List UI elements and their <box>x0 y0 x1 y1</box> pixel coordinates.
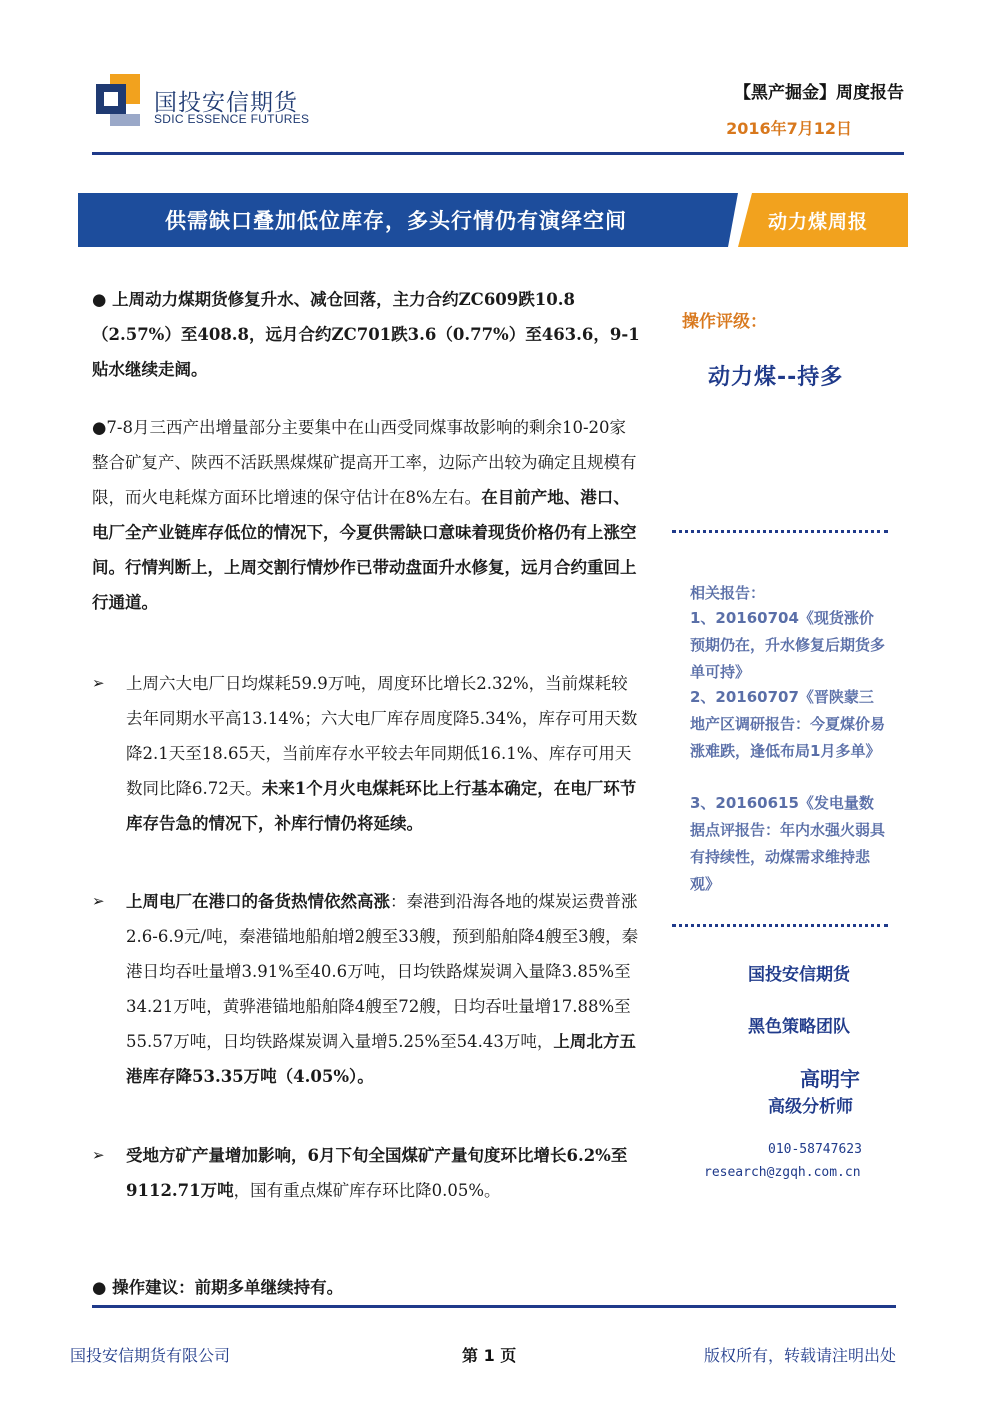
arrow-bullet-icon: ➢ <box>92 1146 105 1164</box>
list-item <box>92 884 640 1094</box>
summary-paragraph: ● 上周动力煤期货修复升水、减仓回落，主力合约ZC609跌10.8（2.57%）至408.8，远月合约ZC701跌3.6（0.77%）至463.6，9-1贴水继续走阔。 <box>92 290 640 379</box>
related-report-link[interactable]: 3、20160615《发电量数据点评报告：年内水强火弱具有持续性，动煤需求维持悲观》 <box>690 794 886 893</box>
rating-label: 操作评级： <box>682 312 767 332</box>
bullet-text: ，国有重点煤矿库存环比降0.05%。 <box>233 1181 501 1200</box>
list-item <box>92 666 640 841</box>
sidebar-company: 国投安信期货 <box>748 965 850 985</box>
analysis-paragraph <box>92 410 640 620</box>
related-reports-heading: 相关报告： <box>690 584 766 602</box>
sidebar-divider <box>672 924 888 927</box>
report-date: 2016年7月12日 <box>726 119 852 138</box>
analysis-text: ●7-8月三西产出增量部分主要集中在山西受同煤事故影响的剩余10-20家整合矿复产、陕西不活跃黑煤煤矿提高开工率，边际产出较为确定且规模有限，而火电耗煤方面环比增速的保守估计在8%左右。 <box>92 418 637 507</box>
footer-company: 国投安信期货有限公司 <box>70 1346 231 1365</box>
bullet-text: 上周六大电厂日均煤耗59.9万吨，周度环比增长2.32%，当前煤耗较去年同期水平高13.14%；六大电厂库存周度降5.34%，库存可用天数降2.1天至18.65天，当前库存水平较去年同期低16.1%、库存可用天数同比降6.72天。 <box>126 674 638 798</box>
bullet-highlight: 未来1个月火电煤耗环比上行基本确定，在电厂环节库存告急的情况下，补库行情仍将延续。 <box>126 779 637 833</box>
bullet-highlight: 受地方矿产量增加影响，6月下旬全国煤矿产量旬度环比增长6.2%至9112.71万吨 <box>126 1146 628 1200</box>
header-divider <box>92 152 904 155</box>
related-report-link[interactable]: 2、20160707《晋陕蒙三地产区调研报告：今夏煤价易涨难跌，逢低布局1月多单》 <box>690 688 886 760</box>
bullet-highlight: 上周电厂在港口的备货热情依然高涨 <box>126 892 390 911</box>
report-series-title: 【黑产掘金】周度报告 <box>734 83 904 103</box>
contact-phone: 010-58747623 <box>768 1142 862 1157</box>
analyst-name: 高明宇 <box>800 1067 860 1091</box>
footer-copyright: 版权所有，转载请注明出处 <box>704 1346 897 1365</box>
related-report-link[interactable]: 1、20160704《现货涨价预期仍在，升水修复后期货多单可持》 <box>690 609 886 681</box>
bullet-text: ：秦港到沿海各地的煤炭运费普涨2.6-6.9元/吨，秦港锚地船舶增2艘至33艘，预到船舶降4艘至3艘，秦港日均吞吐量增3.91%至40.6万吨，日均铁路煤炭调入量降3.85%至34.21万吨，黄骅港锚地船舶降4艘至72艘，日均吞吐量增17.88%至55.57万吨，日均铁路煤炭调入量增5.25%至54.43万吨， <box>126 892 639 1051</box>
contact-email[interactable]: research@zgqh.com.cn <box>704 1165 861 1180</box>
page-number: 第 1 页 <box>462 1346 517 1365</box>
bullet-highlight: 上周北方五港库存降53.35万吨（4.05%）。 <box>126 1032 636 1086</box>
sdic-logo-icon <box>96 74 140 126</box>
category-tag: 动力煤周报 <box>768 211 869 233</box>
analyst-title: 高级分析师 <box>768 1097 853 1117</box>
operation-advice: ● 操作建议：前期多单继续持有。 <box>92 1278 344 1297</box>
sidebar-team: 黑色策略团队 <box>748 1017 850 1037</box>
list-item <box>92 1138 640 1208</box>
arrow-bullet-icon: ➢ <box>92 674 105 692</box>
arrow-bullet-icon: ➢ <box>92 892 105 910</box>
rating-value: 动力煤--持多 <box>708 365 844 390</box>
analysis-highlight: 在目前产地、港口、电厂全产业链库存低位的情况下，今夏供需缺口意味着现货价格仍有上涨空间。行情判断上，上周交割行情炒作已带动盘面升水修复，远月合约重回上行通道。 <box>92 488 637 612</box>
footer-divider <box>92 1305 896 1308</box>
sidebar-divider <box>672 530 888 533</box>
logo-company-name: 国投安信期货 <box>154 90 298 116</box>
report-headline: 供需缺口叠加低位库存，多头行情仍有演绎空间 <box>165 209 627 233</box>
logo-company-name-en: SDIC ESSENCE FUTURES <box>154 112 310 126</box>
